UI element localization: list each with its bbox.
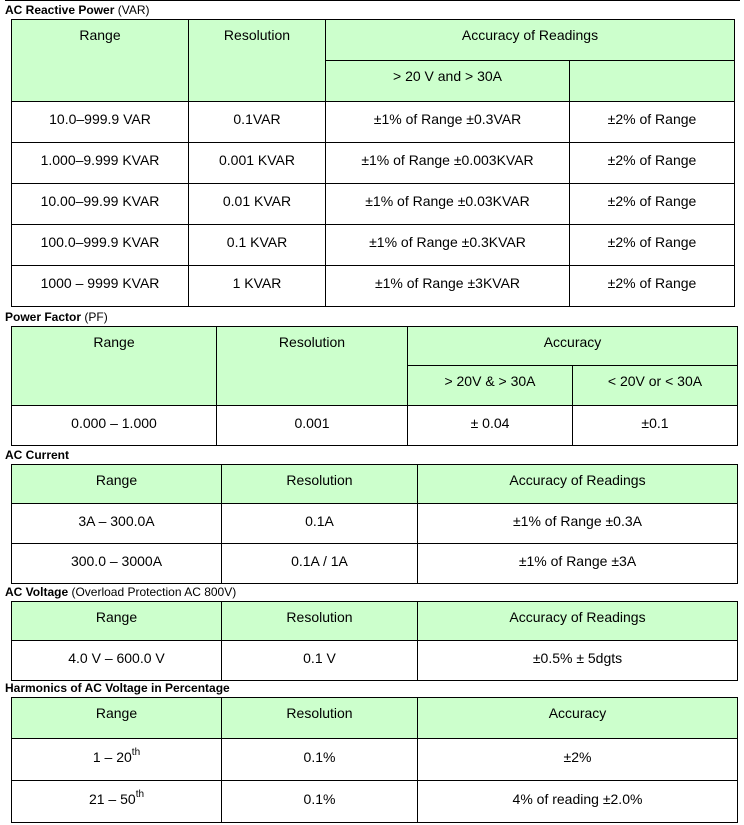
- cell-accuracy-2: ±2% of Range: [570, 184, 735, 225]
- header-resolution: Resolution: [222, 602, 418, 641]
- subheader-high: > 20V & > 30A: [408, 366, 573, 406]
- cell-accuracy-2: ±2% of Range: [570, 225, 735, 266]
- cell-accuracy-1: ±1% of Range ±0.03KVAR: [326, 184, 570, 225]
- section-title-ac-reactive-power: [5, 3, 150, 17]
- cell-accuracy-2: ±2% of Range: [570, 143, 735, 184]
- section-title-text: Power Factor: [5, 310, 82, 324]
- table-row: [12, 184, 735, 225]
- section-title-text: AC Reactive Power: [5, 3, 115, 17]
- cell-accuracy: ±0.5% ± 5dgts: [418, 641, 738, 681]
- cell-resolution: 1 KVAR: [189, 266, 326, 307]
- subheader-high: > 20 V and > 30A: [326, 61, 570, 102]
- header-accuracy: Accuracy: [408, 327, 738, 366]
- range-value: 21 – 50: [88, 790, 136, 807]
- cell-range: 4.0 V – 600.0 V: [12, 641, 222, 681]
- cell-resolution: 0.1A: [222, 504, 418, 544]
- table-row: [12, 739, 738, 781]
- header-range: Range: [12, 465, 222, 504]
- cell-accuracy-1: ±1% of Range ±0.3KVAR: [326, 225, 570, 266]
- section-note: (Overload Protection AC 800V): [71, 585, 237, 599]
- cell-range: [12, 739, 222, 781]
- header-accuracy: Accuracy: [418, 698, 738, 739]
- table-harmonics: [11, 697, 738, 823]
- cell-accuracy: ±1% of Range ±3A: [418, 544, 738, 584]
- header-resolution: Resolution: [189, 20, 326, 102]
- cell-resolution: 0.001: [217, 406, 408, 446]
- section-title-harmonics: [5, 681, 230, 695]
- section-note: (VAR): [117, 3, 150, 17]
- section-title-ac-current: [5, 448, 69, 462]
- cell-range: 3A – 300.0A: [12, 504, 222, 544]
- cell-accuracy: ±2%: [418, 739, 738, 781]
- section-note: (PF): [84, 310, 108, 324]
- cell-resolution: 0.1A / 1A: [222, 544, 418, 584]
- ordinal-suffix: th: [131, 746, 141, 758]
- cell-range: 10.00–99.99 KVAR: [12, 184, 189, 225]
- table-power-factor: [11, 326, 738, 446]
- section-title-text: Harmonics of AC Voltage in Percentage: [5, 681, 230, 695]
- header-resolution: Resolution: [217, 327, 408, 406]
- cell-accuracy: ±1% of Range ±0.3A: [418, 504, 738, 544]
- cell-accuracy: 4% of reading ±2.0%: [418, 781, 738, 823]
- header-accuracy: Accuracy of Readings: [418, 602, 738, 641]
- cell-range: 300.0 – 3000A: [12, 544, 222, 584]
- table-row: [12, 641, 738, 681]
- cell-resolution: 0.1VAR: [189, 102, 326, 143]
- cell-accuracy-1: ±1% of Range ±0.003KVAR: [326, 143, 570, 184]
- header-range: Range: [12, 602, 222, 641]
- section-title-ac-voltage: [5, 585, 236, 599]
- table-ac-voltage: [11, 601, 738, 681]
- table-row: [12, 143, 735, 184]
- table-ac-current: [11, 464, 738, 584]
- header-range: Range: [12, 327, 217, 406]
- subheader-low: < 20V or < 30A: [573, 366, 738, 406]
- table-row: [12, 544, 738, 584]
- cell-resolution: 0.1%: [222, 739, 418, 781]
- cell-accuracy-1: ±1% of Range ±0.3VAR: [326, 102, 570, 143]
- cell-resolution: 0.001 KVAR: [189, 143, 326, 184]
- subheader-blank: [570, 61, 735, 102]
- header-accuracy: Accuracy of Readings: [326, 20, 735, 61]
- cell-resolution: 0.01 KVAR: [189, 184, 326, 225]
- cell-accuracy-2: ±0.1: [573, 406, 738, 446]
- table-row: [12, 406, 738, 446]
- header-accuracy: Accuracy of Readings: [418, 465, 738, 504]
- cell-resolution: 0.1 KVAR: [189, 225, 326, 266]
- cell-range: 10.0–999.9 VAR: [12, 102, 189, 143]
- table-row: [12, 266, 735, 307]
- table-row: [12, 225, 735, 266]
- cell-range: 1000 – 9999 KVAR: [12, 266, 189, 307]
- table-row: [12, 504, 738, 544]
- cell-accuracy-2: ±2% of Range: [570, 266, 735, 307]
- cell-range: 100.0–999.9 KVAR: [12, 225, 189, 266]
- cell-accuracy-1: ± 0.04: [408, 406, 573, 446]
- cell-resolution: 0.1 V: [222, 641, 418, 681]
- cell-resolution: 0.1%: [222, 781, 418, 823]
- header-range: Range: [12, 698, 222, 739]
- range-value: 1 – 20: [92, 748, 132, 765]
- section-title-text: AC Voltage: [5, 585, 69, 599]
- cell-accuracy-2: ±2% of Range: [570, 102, 735, 143]
- cell-range: 0.000 – 1.000: [12, 406, 217, 446]
- cell-range: 1.000–9.999 KVAR: [12, 143, 189, 184]
- ordinal-suffix: th: [135, 788, 145, 800]
- section-title-text: AC Current: [5, 448, 70, 462]
- header-resolution: Resolution: [222, 698, 418, 739]
- header-resolution: Resolution: [222, 465, 418, 504]
- header-range: Range: [12, 20, 189, 102]
- top-rule: [5, 0, 740, 1]
- cell-range: [12, 781, 222, 823]
- table-row: [12, 102, 735, 143]
- table-ac-reactive-power: [11, 19, 735, 307]
- cell-accuracy-1: ±1% of Range ±3KVAR: [326, 266, 570, 307]
- table-row: [12, 781, 738, 823]
- section-title-power-factor: [5, 310, 108, 324]
